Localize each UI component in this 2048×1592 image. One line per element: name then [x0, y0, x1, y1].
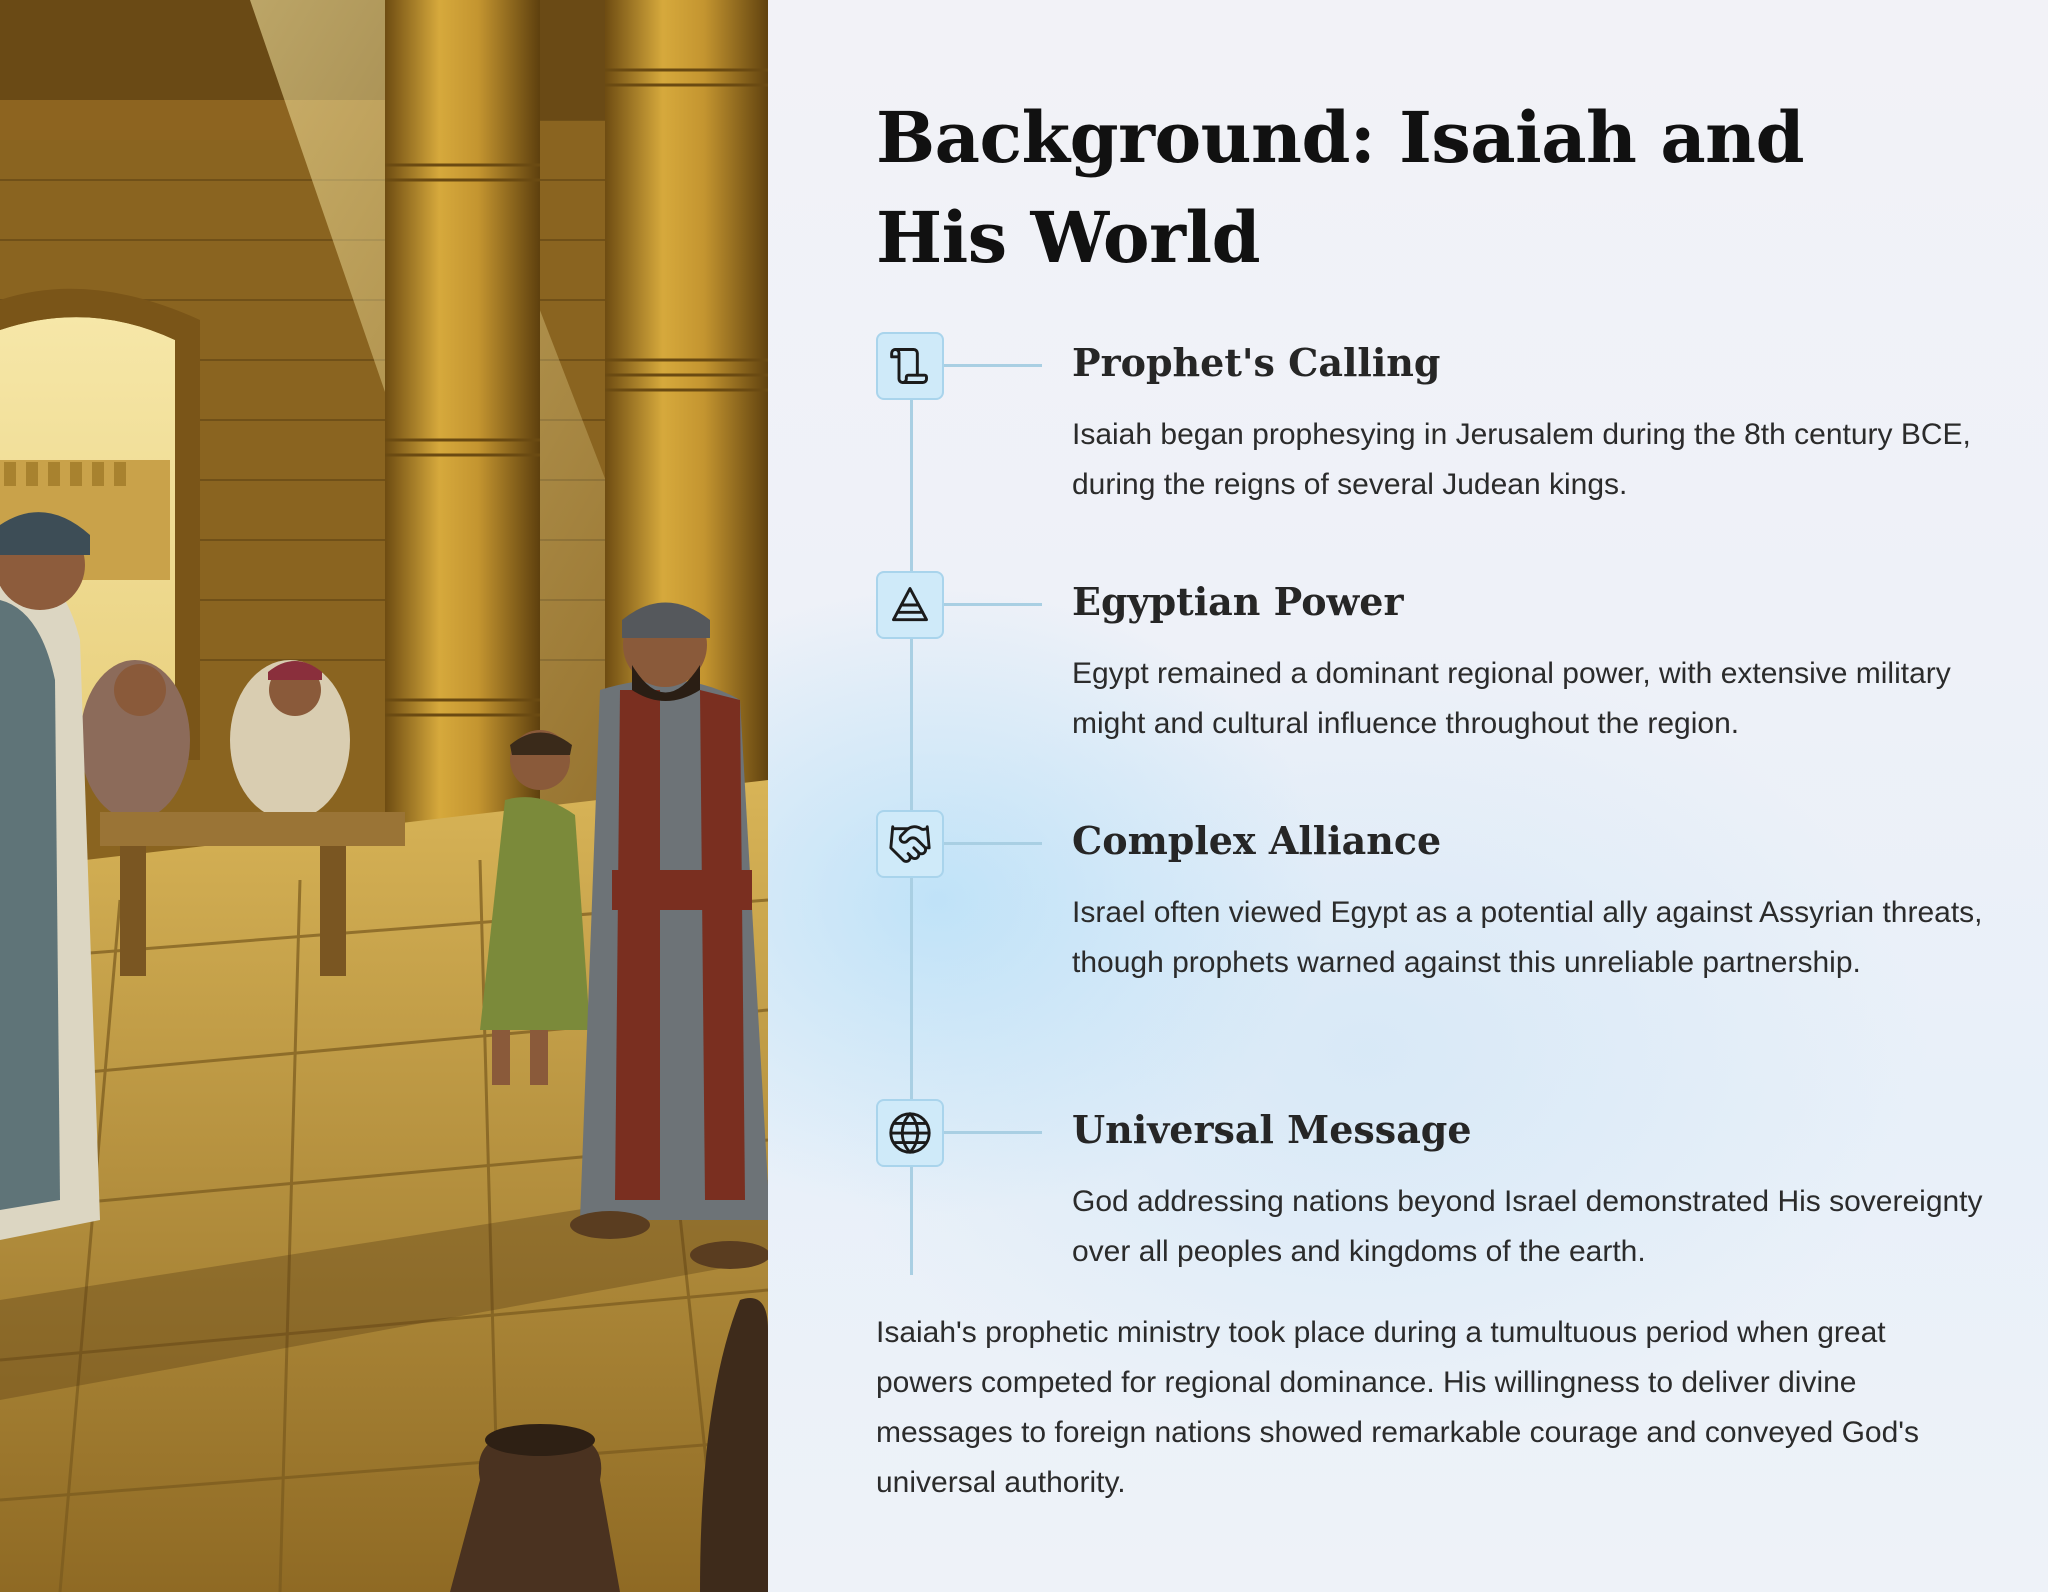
- timeline-heading: Prophet's Calling: [1072, 340, 1441, 385]
- timeline-connector: [944, 364, 1042, 367]
- timeline-text: Isaiah began prophesying in Jerusalem during the 8th century BCE, during the reigns of several Judean kings.: [1072, 418, 1971, 501]
- content-panel: [768, 0, 2048, 1592]
- scroll-icon: [876, 332, 944, 400]
- globe-icon: [876, 1099, 944, 1167]
- summary-paragraph: Isaiah's prophetic ministry took place during a tumultuous period when great powers competed for regional dominance. His willingness to deliver divine messages to foreign nations showed remarkable courage and conveyed God's universal authority.: [876, 1316, 1920, 1499]
- timeline-heading: Egyptian Power: [1072, 579, 1404, 624]
- illustration-panel: [0, 0, 768, 1592]
- ancient-court-illustration: [0, 0, 768, 1592]
- pyramid-icon: [876, 571, 944, 639]
- timeline-connector: [944, 603, 1042, 606]
- handshake-icon: [876, 810, 944, 878]
- timeline-heading: Universal Message: [1072, 1107, 1472, 1152]
- timeline-text: Egypt remained a dominant regional power, with extensive military might and cultural influence throughout the region.: [1072, 657, 1951, 740]
- timeline-heading: Complex Alliance: [1072, 818, 1442, 863]
- timeline-connector: [944, 842, 1042, 845]
- timeline-text: Israel often viewed Egypt as a potential ally against Assyrian threats, though prophets warned against this unreliable partnership.: [1072, 896, 1983, 979]
- page-title: Background: Isaiah and His World: [876, 96, 1805, 279]
- timeline-connector: [944, 1131, 1042, 1134]
- timeline-text: God addressing nations beyond Israel demonstrated His sovereignty over all peoples and kingdoms of the earth.: [1072, 1185, 1983, 1268]
